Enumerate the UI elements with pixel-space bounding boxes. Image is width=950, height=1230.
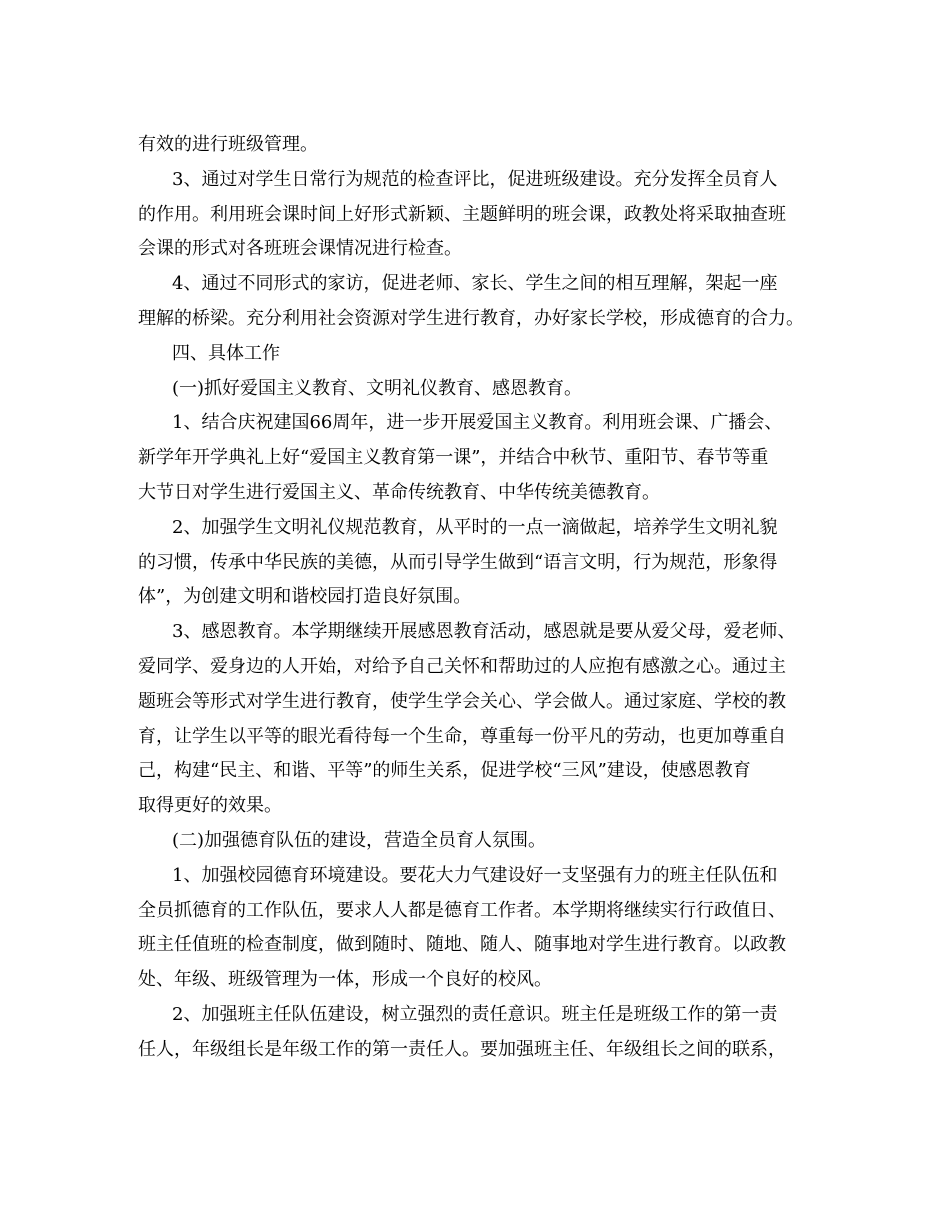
text-line: 会课的形式对各班班会课情况进行检查。	[138, 238, 462, 260]
text-line: 育，让学生以平等的眼光看待每一个生命，尊重每一份平凡的劳动，也更加尊重自	[138, 725, 786, 747]
text-line: 己，构建“民主、和谐、平等”的师生关系，促进学校“三风”建设，使感恩教育	[138, 760, 751, 782]
text-line: 取得更好的效果。	[138, 795, 282, 817]
text-line: 任人，年级组长是年级工作的第一责任人。要加强班主任、年级组长之间的联系，	[138, 1038, 786, 1060]
text-line: 处、年级、班级管理为一体，形成一个良好的校风。	[138, 969, 552, 991]
text-line: 爱同学、爱身边的人开始，对给予自己关怀和帮助过的人应抱有感激之心。通过主	[138, 655, 786, 677]
text-line: 班主任值班的检查制度，做到随时、随地、随人、随事地对学生进行教育。以政教	[138, 934, 786, 956]
text-line: 4、通过不同形式的家访，促进老师、家长、学生之间的相互理解，架起一座	[172, 273, 778, 295]
text-line: 有效的进行班级管理。	[138, 134, 318, 155]
text-line: 1、结合庆祝建国66周年，进一步开展爱国主义教育。利用班会课、广播会、	[172, 412, 783, 434]
text-line: 3、感恩教育。本学期继续开展感恩教育活动，感恩就是要从爱父母，爱老师、	[172, 621, 796, 643]
text-line: 1、加强校园德育环境建设。要花大力气建设好一支坚强有力的班主任队伍和	[172, 864, 778, 886]
text-line: 2、加强班主任队伍建设，树立强烈的责任意识。班主任是班级工作的第一责	[172, 1003, 778, 1025]
text-line: 大节日对学生进行爱国主义、革命传统教育、中华传统美德教育。	[138, 481, 660, 503]
text-line: 题班会等形式对学生进行教育，使学生学会关心、学会做人。通过家庭、学校的教	[138, 690, 786, 712]
text-line: 3、通过对学生日常行为规范的检查评比，促进班级建设。充分发挥全员育人	[172, 168, 778, 190]
text-line: 全员抓德育的工作队伍，要求人人都是德育工作者。本学期将继续实行行政值日、	[138, 899, 786, 921]
text-line: 体”，为创建文明和谐校园打造良好氛围。	[138, 586, 472, 608]
subsection-heading: (一)抓好爱国主义教育、文明礼仪教育、感恩教育。	[172, 377, 583, 399]
text-line: 的习惯，传承中华民族的美德，从而引导学生做到“语言文明，行为规范，形象得	[138, 551, 778, 573]
text-line: 理解的桥梁。充分利用社会资源对学生进行教育，办好家长学校，形成德育的合力。	[138, 307, 804, 329]
subsection-heading: (二)加强德育队伍的建设，营造全员育人氛围。	[172, 829, 547, 851]
text-line: 的作用。利用班会课时间上好形式新颖、主题鲜明的班会课，政教处将采取抽查班	[138, 203, 786, 225]
document-body	[138, 128, 828, 1068]
section-heading: 四、具体工作	[172, 342, 280, 364]
text-line: 新学年开学典礼上好“爱国主义教育第一课”，并结合中秋节、重阳节、春节等重	[138, 447, 769, 469]
text-line: 2、加强学生文明礼仪规范教育，从平时的一点一滴做起，培养学生文明礼貌	[172, 516, 778, 538]
